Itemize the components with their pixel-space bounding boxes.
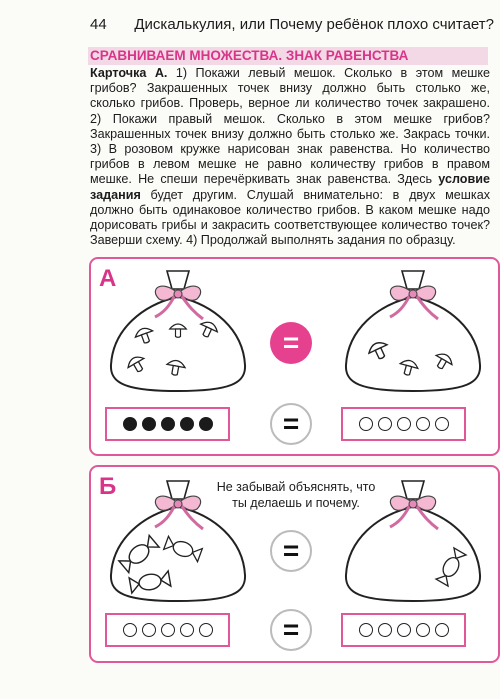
right-dots-box-b[interactable] [341, 613, 466, 647]
card-instructions [90, 66, 490, 248]
empty-dot[interactable] [123, 623, 137, 637]
left-bag-a [103, 267, 253, 395]
empty-dot[interactable] [142, 623, 156, 637]
equals-sign: = [270, 403, 312, 445]
equals-sign: = [270, 530, 312, 572]
empty-dot[interactable] [416, 417, 430, 431]
empty-dot[interactable] [378, 417, 392, 431]
empty-dot[interactable] [359, 623, 373, 637]
card-label: Карточка А. [90, 66, 168, 80]
filled-dot[interactable] [123, 417, 137, 431]
empty-dot[interactable] [435, 623, 449, 637]
filled-dot[interactable] [142, 417, 156, 431]
filled-dot[interactable] [161, 417, 175, 431]
exercise-panel-b [89, 465, 500, 663]
page-header [0, 0, 500, 44]
empty-dot[interactable] [397, 623, 411, 637]
card-emphasis: условие задания [90, 172, 490, 202]
empty-dot[interactable] [161, 623, 175, 637]
filled-dot[interactable] [199, 417, 213, 431]
panel-letter-a: А [99, 265, 117, 292]
page-number: 44 [90, 16, 107, 33]
left-dots-box-a [105, 407, 230, 441]
card-text-after: будет другим. Слушай внимательно: в двух мешках должно быть одинаковое количество грибов. В каком мешке надо дорисовать грибы и закрасить соответствующее количество точек? Заверши схему. 4) Продолжай выполнять задания по образцу. [90, 187, 490, 248]
empty-dot[interactable] [435, 417, 449, 431]
exercise-panel-a [89, 257, 500, 456]
empty-dot[interactable] [416, 623, 430, 637]
panel-letter-b: Б [99, 473, 117, 500]
equals-sign-pink: = [270, 322, 312, 364]
empty-dot[interactable] [180, 623, 194, 637]
empty-dot[interactable] [397, 417, 411, 431]
empty-dot[interactable] [199, 623, 213, 637]
left-bag-b [103, 477, 253, 605]
running-title: Дискалькулия, или Почему ребёнок плохо считает? [134, 16, 494, 33]
empty-dot[interactable] [378, 623, 392, 637]
card-text: 1) Покажи левый мешок. Сколько в этом мешке грибов? Закрашенных точек внизу должно быть столько же, сколько грибов. Проверь, верное ли количество точек закрашено. 2) Покажи правый мешок. Сколько в этом мешке грибов? Закрашенных точек внизу должно быть столько же. Закрась точки. 3) В розовом кружке нарисован знак равенства. Но количество грибов в левом мешке не равно количеству грибов в правом мешке. Не спеши перечёркивать знак равенства. Здесь [90, 66, 491, 187]
reminder-note: Не забывай объяснять, что ты делаешь и почему. [216, 480, 376, 510]
right-bag-a [338, 267, 488, 395]
filled-dot[interactable] [180, 417, 194, 431]
right-bag-b [338, 477, 488, 605]
right-dots-box-a[interactable] [341, 407, 466, 441]
equals-sign: = [270, 609, 312, 651]
left-dots-box-b[interactable] [105, 613, 230, 647]
empty-dot[interactable] [359, 417, 373, 431]
section-title: СРАВНИВАЕМ МНОЖЕСТВА. ЗНАК РАВЕНСТВА [90, 48, 409, 63]
